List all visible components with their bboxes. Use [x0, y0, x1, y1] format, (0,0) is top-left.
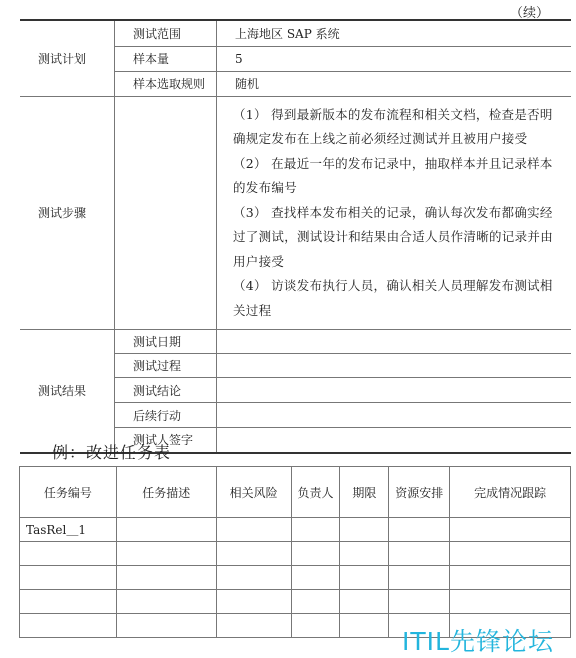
- step-item: （4） 访谈发布执行人员，确认相关人员理解发布测试相关过程: [233, 278, 553, 318]
- steps-label-spacer: [115, 96, 217, 330]
- plan-row-label: 样本量: [115, 46, 217, 71]
- plan-row-value: 上海地区 SAP 系统: [217, 20, 572, 46]
- result-row-value: [217, 428, 572, 453]
- table-cell: [389, 518, 450, 542]
- result-row-label: 测试过程: [115, 354, 217, 378]
- table-cell: [291, 590, 340, 614]
- table-cell: [291, 566, 340, 590]
- test-procedure-table: [20, 19, 571, 454]
- table-cell: [116, 518, 216, 542]
- header-cell: 完成情况跟踪: [450, 467, 571, 518]
- header-cell: 任务编号: [20, 467, 117, 518]
- table-cell: [116, 614, 216, 638]
- step-item: （3） 查找样本发布相关的记录，确认每次发布都确实经过了测试，测试设计和结果由合适人员作清晰的记录并由用户接受: [233, 204, 554, 269]
- results-category: 测试结果: [20, 330, 115, 453]
- table-cell: [389, 566, 450, 590]
- result-row-value: [217, 354, 572, 378]
- table-cell: [340, 518, 389, 542]
- table-cell: [450, 518, 571, 542]
- task-header-row: [20, 467, 571, 518]
- table-cell: [20, 542, 117, 566]
- table-cell: [20, 614, 117, 638]
- table-cell: [216, 590, 291, 614]
- continued-label: （续）: [510, 6, 550, 21]
- table-row: [20, 542, 571, 566]
- table-cell: [116, 542, 216, 566]
- result-row-label: 后续行动: [115, 403, 217, 428]
- result-row-label: 测试日期: [115, 330, 217, 354]
- header-cell: 资源安排: [389, 467, 450, 518]
- table-row: [20, 590, 571, 614]
- table-cell: [291, 614, 340, 638]
- table-cell: [340, 542, 389, 566]
- table-cell: [116, 566, 216, 590]
- table-cell: [450, 566, 571, 590]
- step-item: （1） 得到最新版本的发布流程和相关文档，检查是否明确规定发布在上线之前必须经过测试并且被用户接受: [233, 106, 553, 146]
- result-row-label: 测试人签字: [115, 428, 217, 453]
- table-cell: [340, 590, 389, 614]
- plan-row-value: 5: [217, 46, 572, 71]
- header-cell: 任务描述: [116, 467, 216, 518]
- plan-row-label: 样本选取规则: [115, 71, 217, 96]
- table-cell: [291, 542, 340, 566]
- header-cell: 负责人: [291, 467, 340, 518]
- table-cell: [216, 614, 291, 638]
- steps-list: [217, 96, 572, 330]
- plan-row-value: 随机: [217, 71, 572, 96]
- header-cell: 相关风险: [216, 467, 291, 518]
- table-cell: [20, 590, 117, 614]
- task-id-cell: TasRel＿1: [20, 518, 117, 542]
- table-cell: [116, 590, 216, 614]
- table-cell: [389, 590, 450, 614]
- result-row-value: [217, 403, 572, 428]
- step-item: （2） 在最近一年的发布记录中，抽取样本并且记录样本的发布编号: [233, 155, 553, 195]
- plan-row-label: 测试范围: [115, 20, 217, 46]
- header-cell: 期限: [340, 467, 389, 518]
- table-cell: [389, 542, 450, 566]
- result-row-value: [217, 330, 572, 354]
- watermark: ITIL先锋论坛: [402, 627, 554, 656]
- table-cell: [450, 590, 571, 614]
- table-cell: [340, 566, 389, 590]
- result-row-value: [217, 378, 572, 403]
- table-cell: [291, 518, 340, 542]
- improvement-task-table: [19, 466, 571, 638]
- table-cell: [450, 542, 571, 566]
- table-row: [20, 518, 571, 542]
- table-cell: [340, 614, 389, 638]
- steps-category: 测试步骤: [20, 96, 115, 330]
- plan-category: 测试计划: [20, 20, 115, 96]
- table-cell: [216, 518, 291, 542]
- example-title: 例：改进任务表: [52, 443, 172, 462]
- result-row-label: 测试结论: [115, 378, 217, 403]
- table-cell: [20, 566, 117, 590]
- table-cell: [216, 566, 291, 590]
- table-cell: [216, 542, 291, 566]
- table-row: [20, 566, 571, 590]
